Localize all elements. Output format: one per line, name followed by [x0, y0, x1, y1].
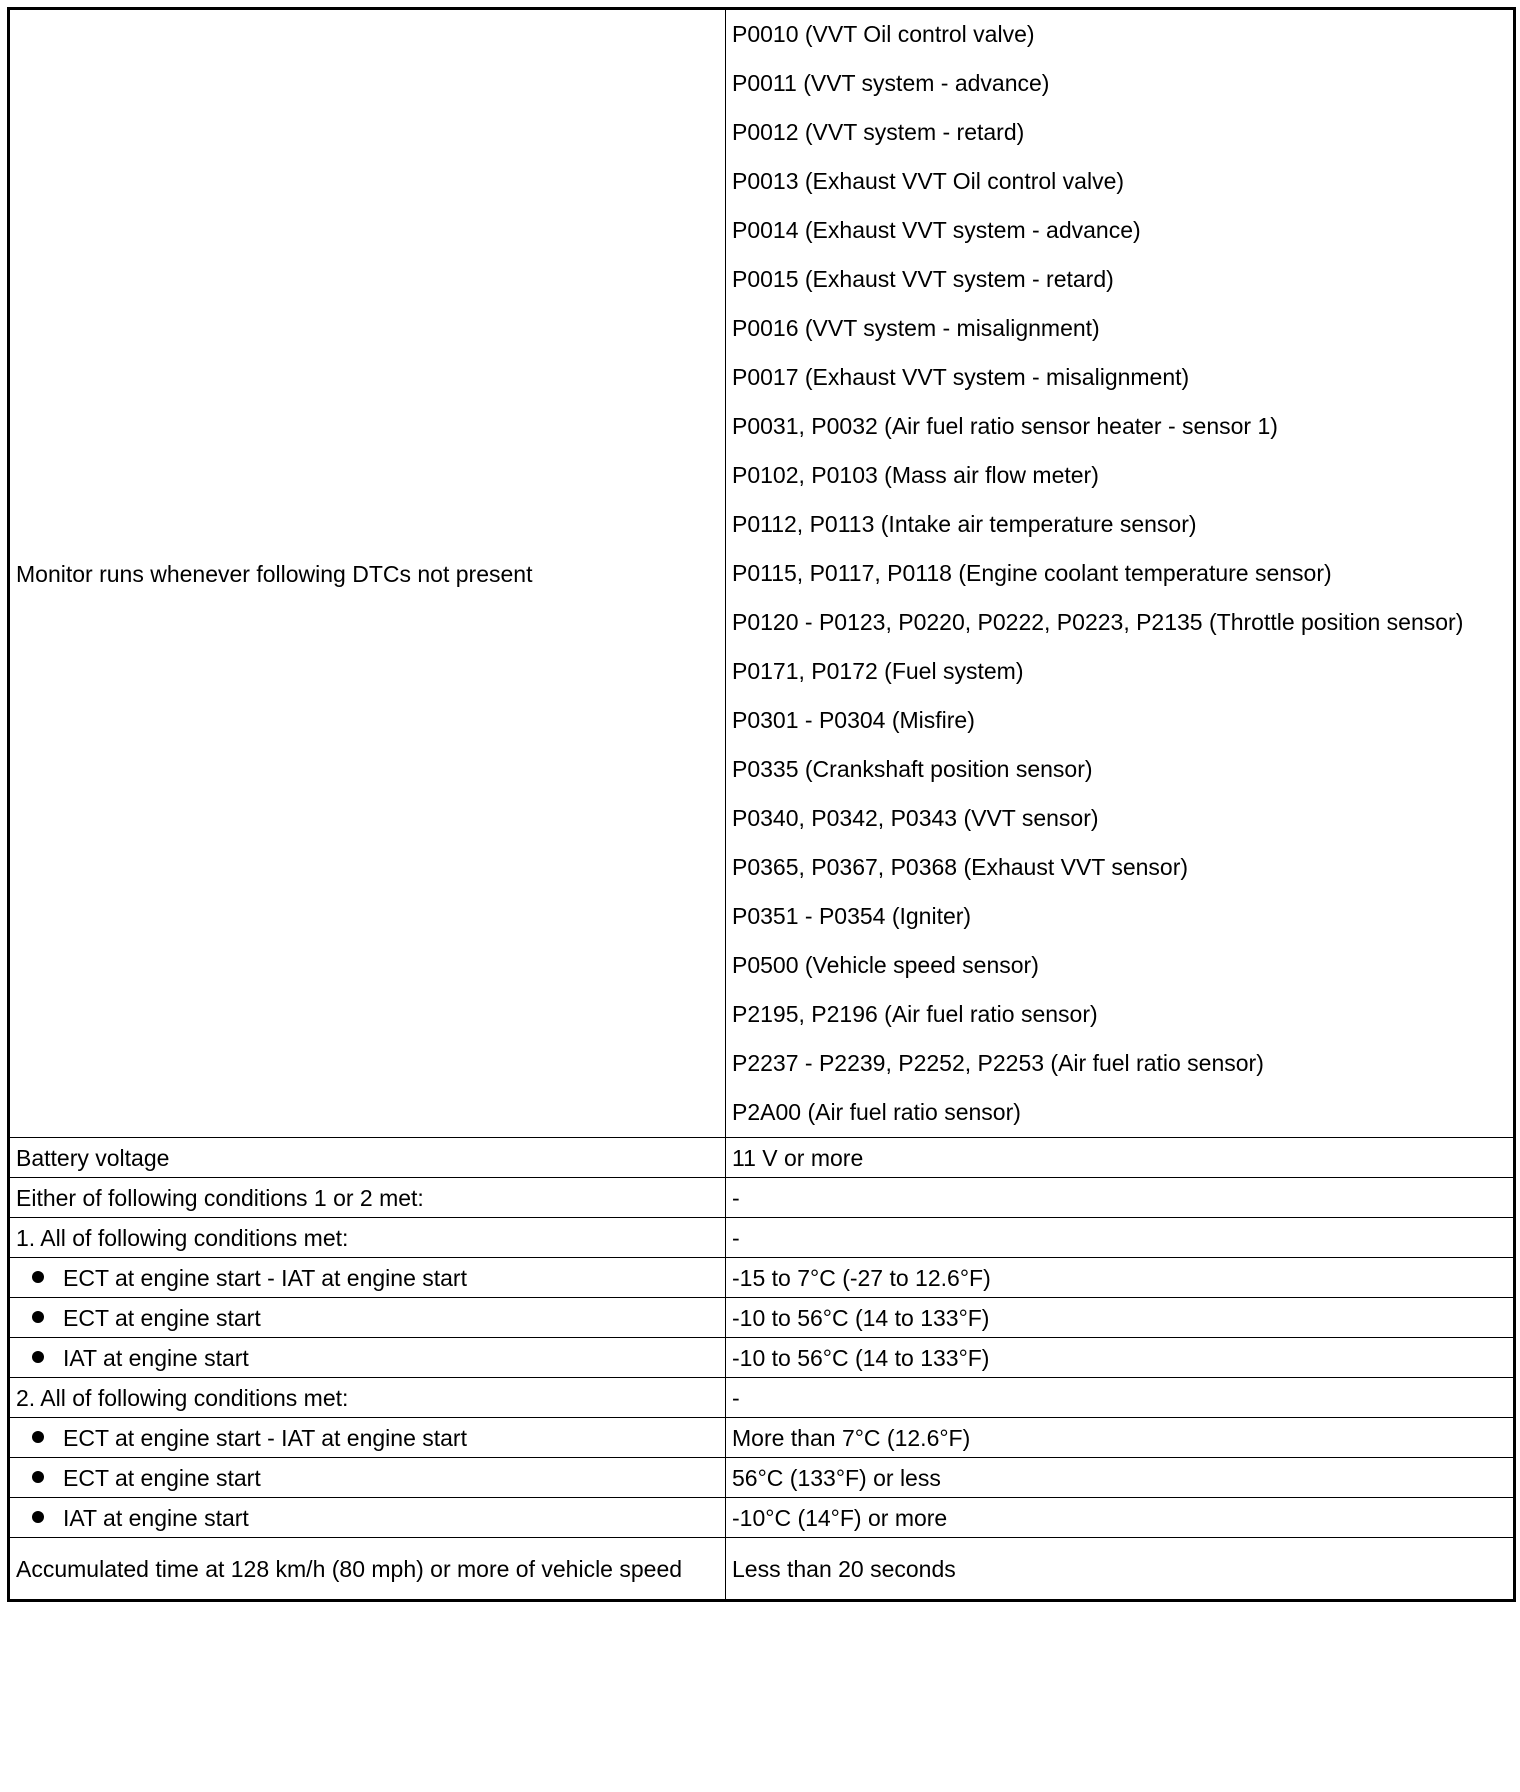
dtc-item: P2A00 (Air fuel ratio sensor): [732, 1099, 1021, 1125]
bullet-icon: [32, 1431, 44, 1443]
dtc-item: P0010 (VVT Oil control valve): [732, 21, 1035, 47]
dtc-item: P2195, P2196 (Air fuel ratio sensor): [732, 1001, 1098, 1027]
dtc-item: P0351 - P0354 (Igniter): [732, 903, 972, 929]
condition-label: 1. All of following conditions met:: [9, 1218, 726, 1258]
condition-value: 11 V or more: [726, 1138, 1515, 1178]
dtc-item: P0102, P0103 (Mass air flow meter): [732, 462, 1099, 488]
condition-label: ECT at engine start: [63, 1464, 261, 1491]
condition-label: ECT at engine start - IAT at engine start: [63, 1264, 467, 1291]
dtc-item: P0014 (Exhaust VVT system - advance): [732, 217, 1141, 243]
bullet-icon: [32, 1271, 44, 1283]
dtc-item: P0013 (Exhaust VVT Oil control valve): [732, 168, 1125, 194]
bullet-icon: [32, 1471, 44, 1483]
dtc-item: P0011 (VVT system - advance): [732, 70, 1050, 96]
condition-label-cell: [9, 1498, 726, 1538]
condition-label: Either of following conditions 1 or 2 met:: [9, 1178, 726, 1218]
condition-value: 56°C (133°F) or less: [726, 1458, 1515, 1498]
dtc-item: P0171, P0172 (Fuel system): [732, 658, 1024, 684]
dtc-item: P0031, P0032 (Air fuel ratio sensor heater - sensor 1): [732, 413, 1278, 439]
dtc-item: P0017 (Exhaust VVT system - misalignment): [732, 364, 1190, 390]
condition-label-cell: [9, 1458, 726, 1498]
conditions-table: [7, 7, 1516, 1602]
dtc-item: P0015 (Exhaust VVT system - retard): [732, 266, 1114, 292]
table-row: [9, 1378, 1515, 1418]
condition-value: More than 7°C (12.6°F): [726, 1418, 1515, 1458]
table-row: [9, 1538, 1515, 1601]
table-row: [9, 1218, 1515, 1258]
monitor-label: Monitor runs whenever following DTCs not present: [9, 9, 726, 1138]
condition-value: -: [726, 1178, 1515, 1218]
dtc-list: [726, 9, 1515, 1138]
table-row: [9, 1458, 1515, 1498]
condition-value: -10 to 56°C (14 to 133°F): [726, 1338, 1515, 1378]
monitor-row: [9, 9, 1515, 1138]
condition-value: -10 to 56°C (14 to 133°F): [726, 1298, 1515, 1338]
bullet-icon: [32, 1351, 44, 1363]
table-row: [9, 1178, 1515, 1218]
table-row: [9, 1338, 1515, 1378]
dtc-item: P0115, P0117, P0118 (Engine coolant temperature sensor): [732, 560, 1332, 586]
condition-label: Accumulated time at 128 km/h (80 mph) or more of vehicle speed: [9, 1538, 726, 1601]
dtc-item: P0335 (Crankshaft position sensor): [732, 756, 1093, 782]
table-row: [9, 1298, 1515, 1338]
condition-label: ECT at engine start - IAT at engine start: [63, 1424, 467, 1451]
bullet-icon: [32, 1311, 44, 1323]
condition-value: -15 to 7°C (-27 to 12.6°F): [726, 1258, 1515, 1298]
table-row: [9, 1498, 1515, 1538]
table-body: [9, 9, 1515, 1601]
condition-label: 2. All of following conditions met:: [9, 1378, 726, 1418]
condition-label: Battery voltage: [9, 1138, 726, 1178]
table-row: [9, 1258, 1515, 1298]
condition-value: -: [726, 1378, 1515, 1418]
dtc-item: P0365, P0367, P0368 (Exhaust VVT sensor): [732, 854, 1189, 880]
condition-value: -: [726, 1218, 1515, 1258]
bullet-icon: [32, 1511, 44, 1523]
condition-label: IAT at engine start: [63, 1504, 249, 1531]
dtc-item: P0340, P0342, P0343 (VVT sensor): [732, 805, 1099, 831]
condition-label-cell: [9, 1418, 726, 1458]
condition-label-cell: [9, 1258, 726, 1298]
dtc-item: P2237 - P2239, P2252, P2253 (Air fuel ratio sensor): [732, 1050, 1264, 1076]
dtc-item: P0120 - P0123, P0220, P0222, P0223, P2135 (Throttle position sensor): [732, 609, 1464, 635]
condition-value: -10°C (14°F) or more: [726, 1498, 1515, 1538]
dtc-item: P0112, P0113 (Intake air temperature sensor): [732, 511, 1197, 537]
dtc-item: P0500 (Vehicle speed sensor): [732, 952, 1039, 978]
dtc-item: P0301 - P0304 (Misfire): [732, 707, 975, 733]
condition-label: IAT at engine start: [63, 1344, 249, 1371]
condition-label: ECT at engine start: [63, 1304, 261, 1331]
condition-value: Less than 20 seconds: [726, 1538, 1515, 1601]
table-row: [9, 1138, 1515, 1178]
condition-label-cell: [9, 1338, 726, 1378]
dtc-item: P0012 (VVT system - retard): [732, 119, 1025, 145]
condition-label-cell: [9, 1298, 726, 1338]
dtc-item: P0016 (VVT system - misalignment): [732, 315, 1100, 341]
table-row: [9, 1418, 1515, 1458]
